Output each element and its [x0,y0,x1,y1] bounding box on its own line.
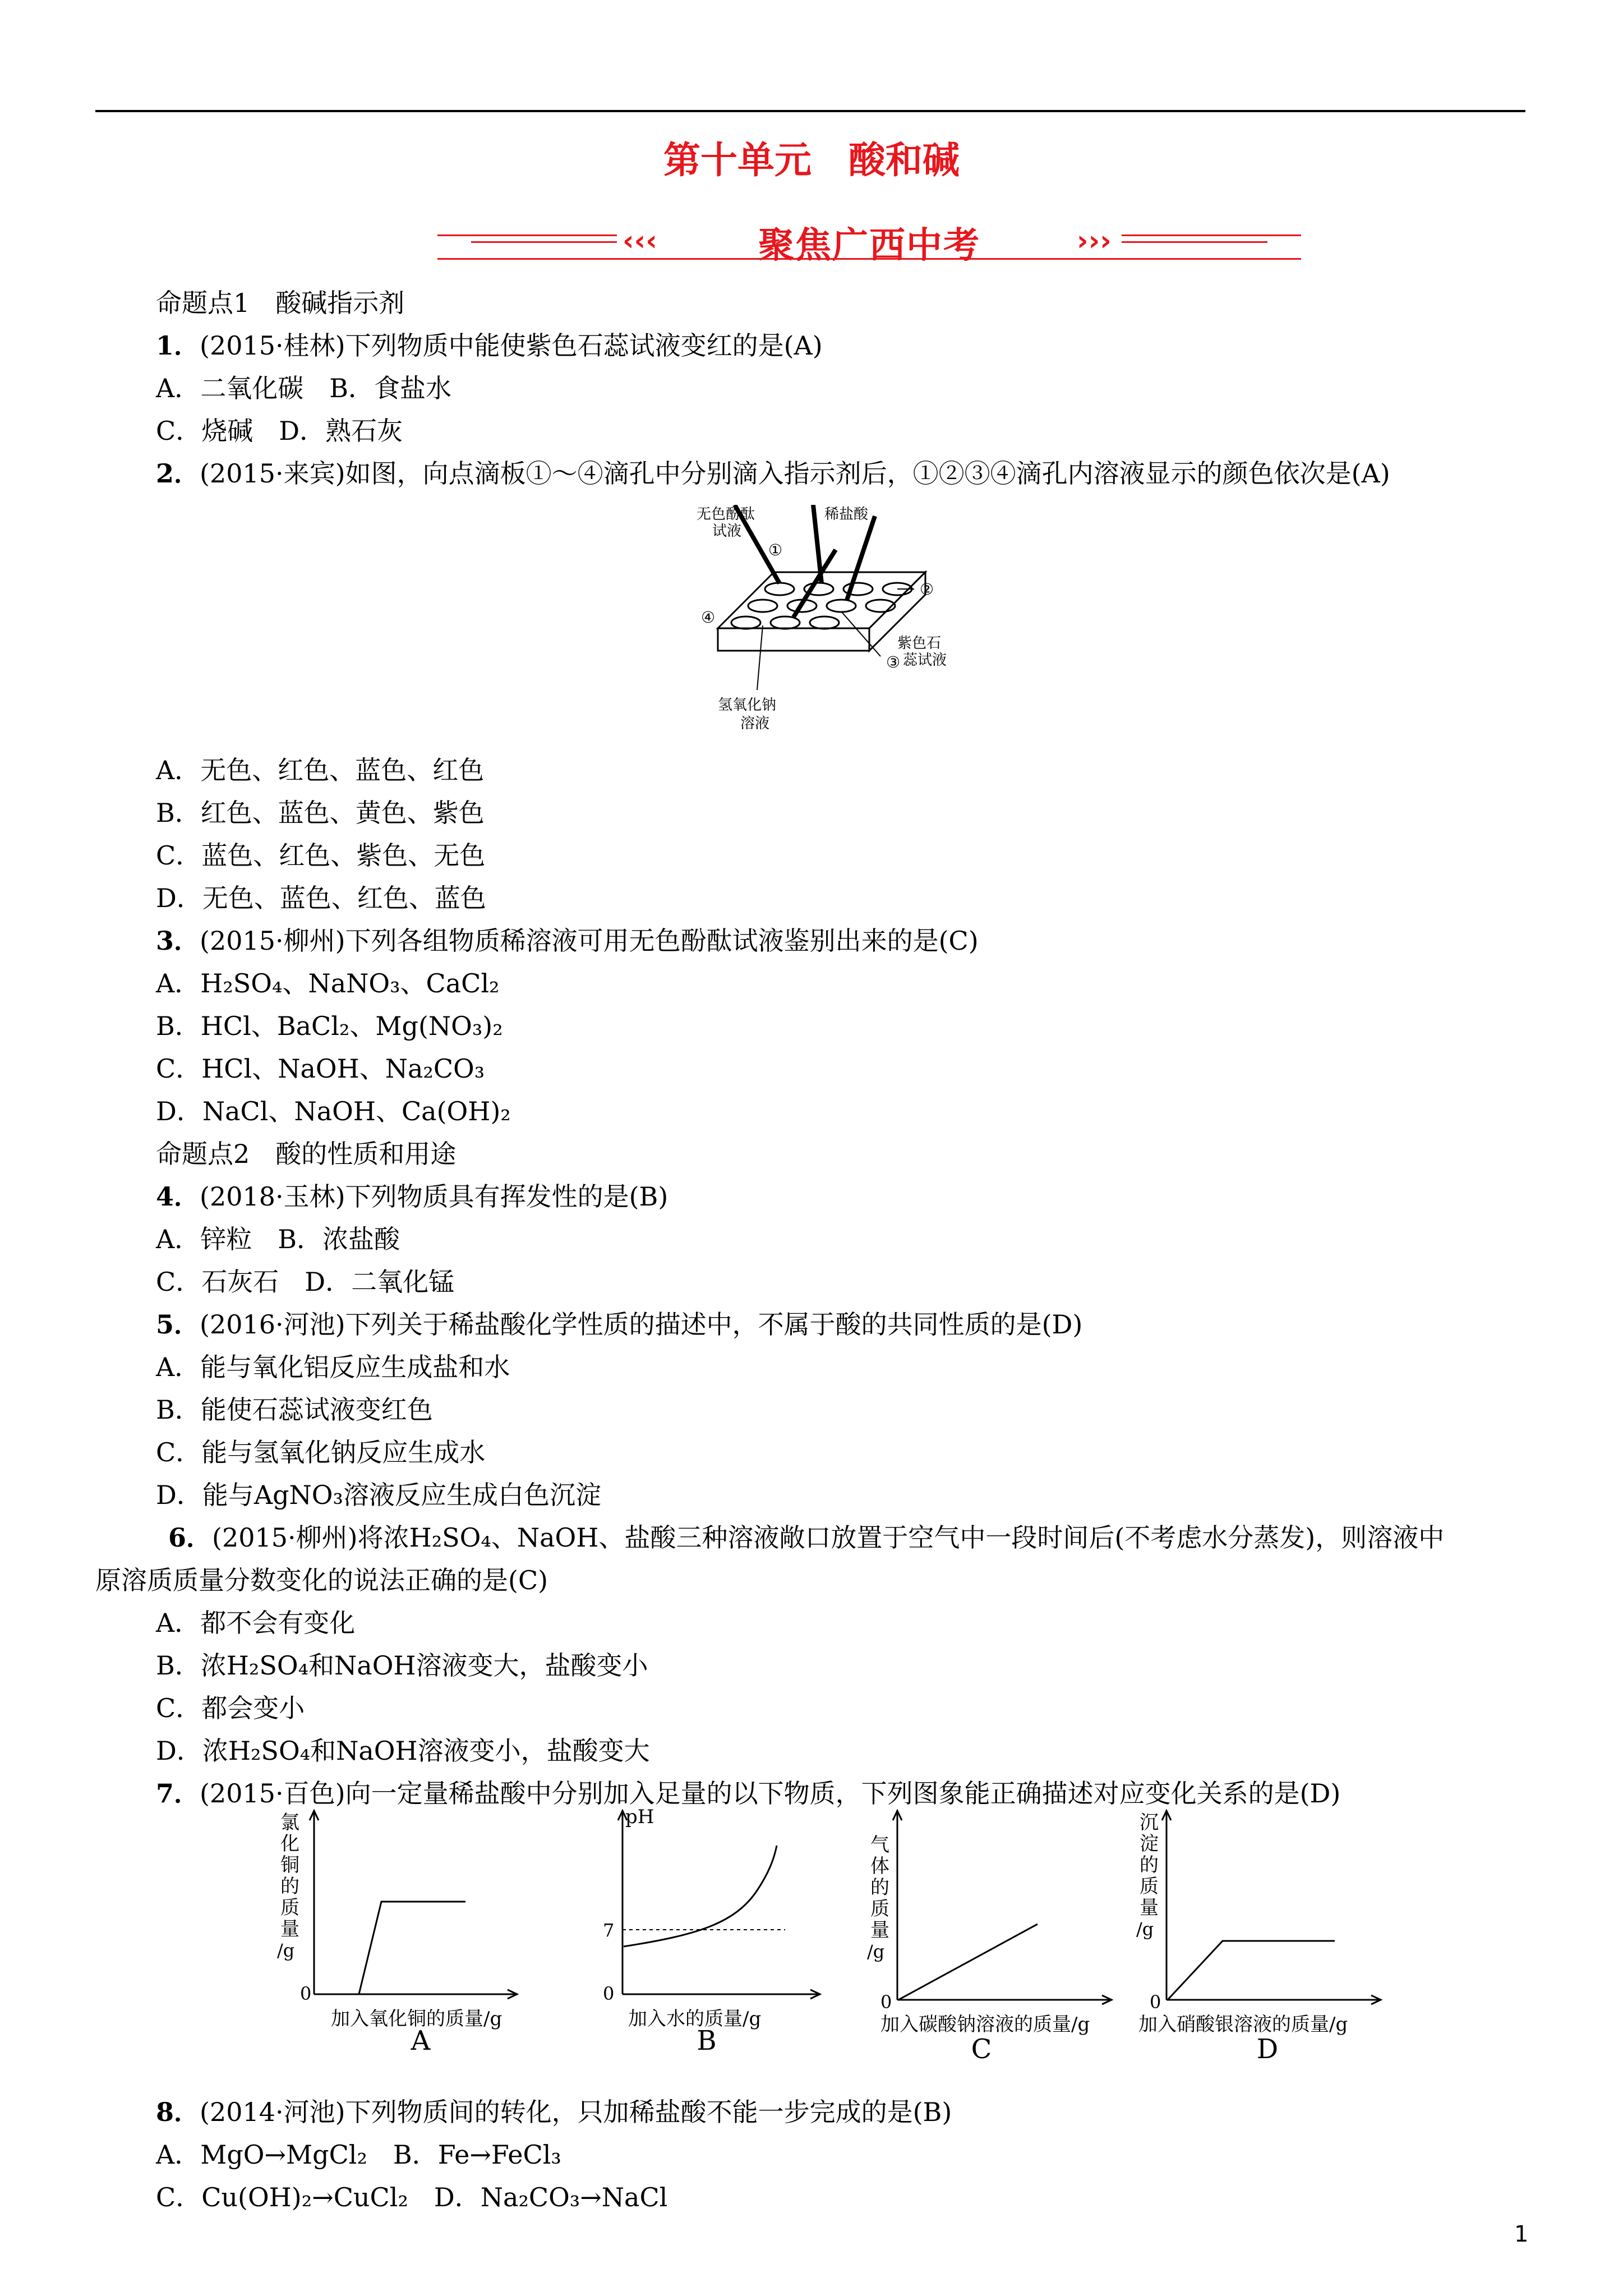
chart-a-letter: A [411,2025,431,2056]
option-line: A．无色、红色、蓝色、红色 [156,755,485,785]
svg-text:淀: 淀 [1140,1833,1159,1855]
svg-text:/g: /g [1136,1918,1154,1940]
svg-text:量: 量 [280,1918,299,1940]
option-line: A．锌粒 B．浓盐酸 [156,1224,400,1254]
chart-c [864,1801,1127,2065]
svg-text:蕊试液: 蕊试液 [903,652,947,669]
option-line: C．都会变小 [156,1693,305,1723]
svg-text:质: 质 [1140,1875,1159,1898]
option-line: B．红色、蓝色、黄色、紫色 [156,798,485,828]
svg-text:①: ① [768,541,783,559]
question-7: 7．(2015·百色)向一定量稀盐酸中分别加入足量的以下物质，下列图象能正确描述对应变化关系的是(D) [156,1778,1341,1809]
svg-text:量: 量 [870,1919,889,1941]
question-5: 5．(2016·河池)下列关于稀盐酸化学性质的描述中，不属于酸的共同性质的是(D) [156,1309,1083,1340]
svg-text:/g: /g [277,1940,295,1961]
page-title: 第十单元 酸和碱 [663,139,960,182]
banner-label: 聚焦广西中考 [758,225,980,266]
question-6-continued: 原溶质质量分数变化的说法正确的是(C) [95,1565,548,1595]
question-7-charts [269,1801,1391,2081]
chart-a-curve [359,1902,465,1994]
svg-text:②: ② [920,580,934,599]
option-line: D．NaCl、NaOH、Ca(OH)₂ [156,1096,511,1126]
option-line: D．无色、蓝色、红色、蓝色 [156,883,486,913]
svg-text:体: 体 [870,1855,889,1878]
question-4: 4．(2018·玉林)下列物质具有挥发性的是(B) [156,1181,668,1212]
question-8: 8．(2014·河池)下列物质间的转化，只加稀盐酸不能一步完成的是(B) [156,2097,952,2127]
option-line: B．浓H₂SO₄和NaOH溶液变大，盐酸变小 [156,1650,648,1681]
svg-text:沉: 沉 [1140,1811,1159,1834]
option-line: A．能与氧化铝反应生成盐和水 [156,1352,510,1382]
chart-d-letter: D [1256,2033,1279,2065]
svg-text:pH: pH [625,1806,654,1828]
spot-plate-figure [695,505,987,746]
option-line: B．HCl、BaCl₂、Mg(NO₃)₂ [156,1011,503,1041]
top-rule [95,110,1525,112]
svg-text:的: 的 [1140,1854,1159,1876]
chart-c-letter: C [971,2033,992,2065]
question-1: 1．(2015·桂林)下列物质中能使紫色石蕊试液变红的是(A) [156,330,823,361]
question-2: 2．(2015·来宾)如图，向点滴板①～④滴孔中分别滴入指示剂后，①②③④滴孔内溶液显示的颜色依次是(A) [156,458,1390,489]
option-line: C．能与氢氧化钠反应生成水 [156,1437,486,1467]
chart-d-xlabel: 加入硝酸银溶液的质量/g [1138,2013,1348,2036]
chart-b-curve [624,1846,777,1947]
svg-text:氯: 氯 [280,1811,299,1834]
option-line: A．都不会有变化 [156,1608,356,1638]
svg-text:③: ③ [886,653,901,671]
svg-text:量: 量 [1140,1897,1159,1919]
option-line: C．HCl、NaOH、Na₂CO₃ [156,1053,485,1084]
option-line: C．烧碱 D．熟石灰 [156,416,403,446]
section-banner [437,213,1301,269]
svg-text:0: 0 [880,1991,892,2013]
chart-b-tick-7: 7 [603,1920,615,1941]
svg-text:质: 质 [280,1897,299,1919]
chart-b-letter: B [697,2025,717,2056]
chart-c-xlabel: 加入碳酸钠溶液的质量/g [880,2013,1090,2036]
option-line: D．能与AgNO₃溶液反应生成白色沉淀 [156,1480,601,1510]
option-line: D．浓H₂SO₄和NaOH溶液变小，盐酸变大 [156,1736,650,1766]
chart-a [269,1801,527,2056]
label-hydrochloric-acid: 稀盐酸 [824,506,869,523]
question-3: 3．(2015·柳州)下列各组物质稀溶液可用无色酚酞试液鉴别出来的是(C) [156,926,979,956]
svg-text:的: 的 [280,1875,299,1898]
svg-text:溶液: 溶液 [740,715,770,732]
section-heading: 命题点2 酸的性质和用途 [156,1139,457,1169]
svg-text:0: 0 [300,1983,312,2004]
svg-text:0: 0 [1150,1991,1161,2013]
chart-a-xlabel: 加入氧化铜的质量/g [331,2008,502,2030]
label-phenolphthalein: 无色酚酞 [697,506,755,523]
chevron-left-icon: ‹‹‹ [623,224,657,257]
svg-text:质: 质 [870,1898,889,1920]
chart-b [594,1801,830,2056]
chart-d [1133,1801,1391,2065]
section-heading: 命题点1 酸碱指示剂 [156,288,405,318]
page-number: 1 [1514,2221,1529,2247]
svg-text:的: 的 [870,1876,889,1899]
option-line: C．Cu(OH)₂→CuCl₂ D．Na₂CO₃→NaCl [156,2182,668,2212]
svg-text:气: 气 [870,1834,889,1856]
question-6: 6．(2015·柳州)将浓H₂SO₄、NaOH、盐酸三种溶液敞口放置于空气中一段时间后(不考虑水分蒸发)，则溶液中 [168,1522,1445,1553]
option-line: C．蓝色、红色、紫色、无色 [156,840,486,871]
svg-text:0: 0 [603,1983,615,2004]
svg-text:试液: 试液 [712,523,742,540]
svg-text:/g: /g [867,1941,885,1962]
label-naoh: 氢氧化钠 [718,697,777,714]
svg-text:④: ④ [701,608,716,627]
label-litmus: 紫色石 [897,635,942,652]
chart-d-curve [1168,1941,1335,2000]
svg-text:化: 化 [280,1833,299,1855]
chevron-right-icon: ››› [1077,224,1112,257]
option-line: A．H₂SO₄、NaNO₃、CaCl₂ [156,968,500,999]
chart-b-xlabel: 加入水的质量/g [628,2008,762,2030]
option-line: A．MgO→MgCl₂ B．Fe→FeCl₃ [156,2139,561,2170]
option-line: B．能使石蕊试液变红色 [156,1395,433,1425]
svg-text:铜: 铜 [280,1854,299,1876]
chart-c-curve [898,1924,1038,2000]
option-line: A．二氧化碳 B．食盐水 [156,373,452,403]
option-line: C．石灰石 D．二氧化锰 [156,1267,455,1297]
